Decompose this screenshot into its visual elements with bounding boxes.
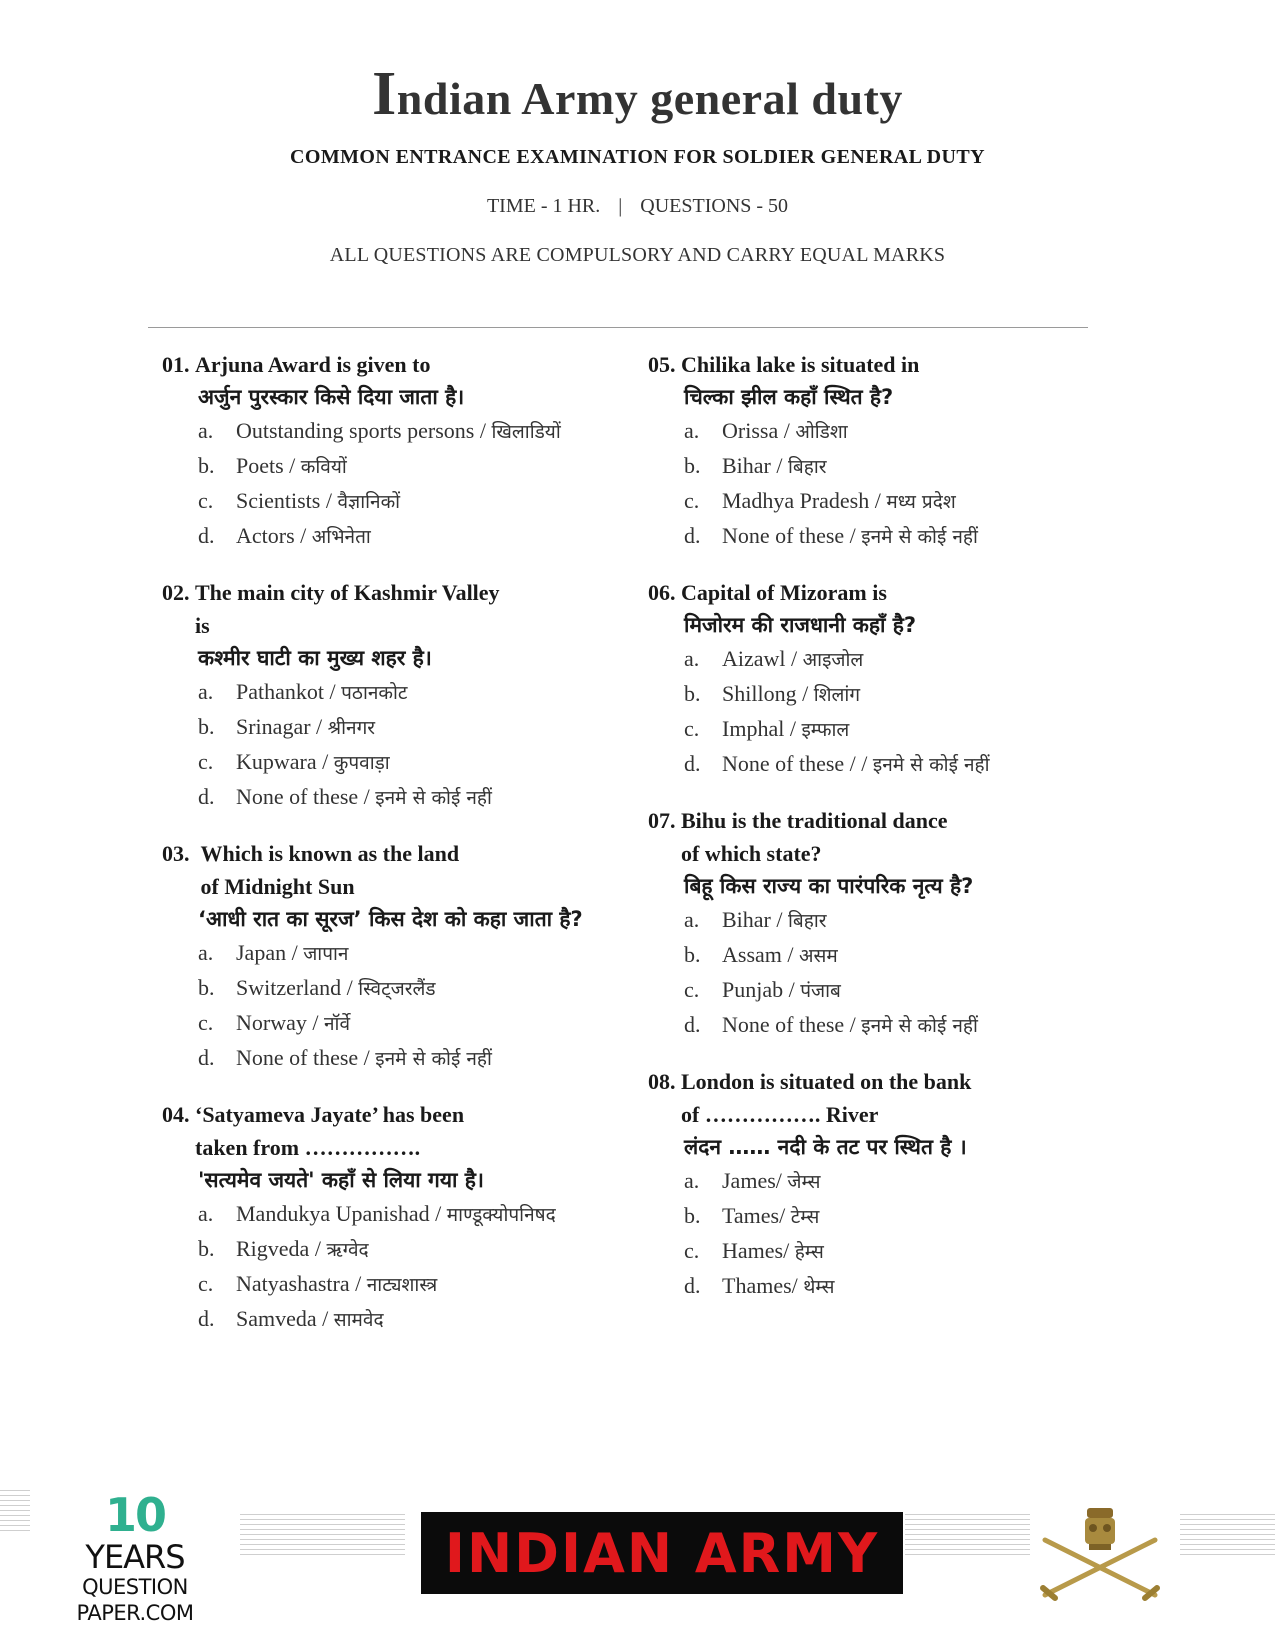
option-hindi: इनमे से कोई नहीं xyxy=(872,754,990,776)
option-text xyxy=(236,1302,384,1337)
answer-option xyxy=(648,414,1118,449)
question-text xyxy=(648,576,1118,609)
option-letter: b. xyxy=(198,453,215,478)
option-letter: c. xyxy=(198,749,214,774)
option-english: None of these / xyxy=(722,523,862,548)
option-letter: c. xyxy=(684,1238,700,1263)
option-hindi: खिलाडियों xyxy=(491,421,561,443)
option-english: Kupwara / xyxy=(236,749,334,774)
option-hindi: असम xyxy=(799,945,838,967)
right-question-column xyxy=(648,348,1118,1326)
option-text xyxy=(722,1164,821,1199)
option-letter: b. xyxy=(684,453,701,478)
option-text xyxy=(722,449,827,484)
answer-option xyxy=(162,519,632,554)
left-question-column xyxy=(162,348,632,1359)
option-hindi: नाट्यशास्त्र xyxy=(366,1274,438,1296)
option-letter: a. xyxy=(684,907,700,932)
answer-option xyxy=(162,1267,632,1302)
question-text xyxy=(162,576,632,642)
option-hindi: इनमे से कोई नहीं xyxy=(375,787,492,809)
ten-years-logo xyxy=(30,1490,240,1626)
question-number: 08. xyxy=(648,1069,681,1094)
answer-option xyxy=(162,414,632,449)
option-english: None of these / xyxy=(236,784,376,809)
exam-meta xyxy=(0,195,1275,218)
option-text xyxy=(722,677,860,712)
option-letter: b. xyxy=(684,1203,701,1228)
option-hindi: वैज्ञानिकों xyxy=(337,491,401,513)
option-text xyxy=(722,938,838,973)
option-english: Punjab / xyxy=(722,977,801,1002)
answer-option xyxy=(162,1006,632,1041)
question-item xyxy=(162,837,632,1076)
option-text xyxy=(236,1041,492,1076)
option-hindi: कवियों xyxy=(300,456,347,478)
question-number: 07. xyxy=(648,808,681,833)
page-footer xyxy=(0,1488,1275,1625)
question-hindi: चिल्का झील कहाँ स्थित है? xyxy=(684,385,894,409)
option-text xyxy=(722,903,827,938)
answer-option xyxy=(648,1164,1118,1199)
answer-option xyxy=(162,675,632,710)
question-number: 03. xyxy=(162,841,201,866)
option-text xyxy=(236,675,408,710)
option-hindi: हेम्स xyxy=(794,1241,824,1263)
option-hindi: बिहार xyxy=(788,910,827,932)
answer-option xyxy=(648,938,1118,973)
option-english: Madhya Pradesh / xyxy=(722,488,887,513)
option-text xyxy=(722,712,849,747)
footer-stripes-mid-right xyxy=(905,1514,1030,1558)
option-hindi: इनमे से कोई नहीं xyxy=(375,1048,492,1070)
footer-stripes-right xyxy=(1180,1514,1275,1558)
option-hindi: सामवेद xyxy=(333,1309,384,1331)
option-english: Shillong / xyxy=(722,681,814,706)
option-text xyxy=(722,484,956,519)
option-english: Thames/ xyxy=(722,1273,804,1298)
option-hindi: ओडिशा xyxy=(795,421,848,443)
answer-option xyxy=(648,1008,1118,1043)
option-letter: d. xyxy=(198,784,215,809)
option-text xyxy=(722,1008,978,1043)
question-number: 05. xyxy=(648,352,681,377)
question-english: Capital of Mizoram is xyxy=(681,580,887,605)
option-text xyxy=(236,710,375,745)
option-english: Actors / xyxy=(236,523,312,548)
option-letter: c. xyxy=(684,716,700,741)
option-letter: a. xyxy=(684,646,700,671)
option-english: Hames/ xyxy=(722,1238,795,1263)
page-header xyxy=(0,60,1275,267)
option-english: Outstanding sports persons / xyxy=(236,418,492,443)
answer-option xyxy=(162,449,632,484)
title-rest: ndian Army general duty xyxy=(396,73,903,124)
answer-option xyxy=(648,1269,1118,1304)
answer-option xyxy=(648,903,1118,938)
question-hindi: लंदन …… नदी के तट पर स्थित है । xyxy=(684,1135,967,1159)
option-english: Imphal / xyxy=(722,716,802,741)
question-english: London is situated on the bank of ……………. River xyxy=(681,1069,972,1127)
question-count: QUESTIONS - 50 xyxy=(640,195,789,218)
option-hindi: जेम्स xyxy=(787,1171,821,1193)
option-letter: d. xyxy=(198,1045,215,1070)
logo-number: 10 xyxy=(104,1488,165,1542)
option-text xyxy=(236,1006,350,1041)
option-letter: b. xyxy=(684,681,701,706)
option-hindi: पंजाब xyxy=(800,980,841,1002)
option-letter: d. xyxy=(684,523,701,548)
question-english: Bihu is the traditional dance of which state? xyxy=(681,808,948,866)
question-hindi: मिजोरम की राजधानी कहाँ है? xyxy=(684,613,917,637)
option-hindi: थेम्स xyxy=(803,1276,835,1298)
option-english: Tames/ xyxy=(722,1203,791,1228)
option-english: Orissa / xyxy=(722,418,796,443)
option-english: James/ xyxy=(722,1168,788,1193)
question-number: 02. xyxy=(162,580,195,605)
question-item xyxy=(648,576,1118,782)
option-text xyxy=(722,642,863,677)
option-text xyxy=(722,519,978,554)
option-english: Natyashastra / xyxy=(236,1271,367,1296)
option-letter: b. xyxy=(684,942,701,967)
question-english: Chilika lake is situated in xyxy=(681,352,920,377)
option-hindi: स्विट्जरलैंड xyxy=(358,978,436,1000)
option-text xyxy=(236,414,561,449)
option-english: Mandukya Upanishad / xyxy=(236,1201,447,1226)
option-text xyxy=(722,1234,824,1269)
option-letter: b. xyxy=(198,1236,215,1261)
option-text xyxy=(236,780,492,815)
option-letter: c. xyxy=(198,1271,214,1296)
option-text xyxy=(236,745,390,780)
question-text xyxy=(162,837,632,903)
logo-years: YEARS xyxy=(85,1538,185,1576)
option-hindi: ऋग्वेद xyxy=(326,1239,369,1261)
option-text xyxy=(236,971,436,1006)
question-number: 06. xyxy=(648,580,681,605)
answer-option xyxy=(162,1302,632,1337)
option-letter: a. xyxy=(198,679,214,704)
answer-option xyxy=(648,712,1118,747)
exam-time: TIME - 1 HR. xyxy=(486,195,601,218)
footer-stripes-mid-left xyxy=(240,1514,405,1558)
question-english: Which is known as the land of Midnight Sun xyxy=(200,841,460,899)
question-text xyxy=(648,348,1118,381)
question-english: ‘Satyameva Jayate’ has been taken from ……………. xyxy=(195,1102,465,1160)
meta-separator: | xyxy=(618,195,623,218)
option-letter: b. xyxy=(198,714,215,739)
question-number: 04. xyxy=(162,1102,195,1127)
option-text xyxy=(722,973,841,1008)
answer-option xyxy=(162,710,632,745)
question-number: 01. xyxy=(162,352,195,377)
option-hindi: अभिनेता xyxy=(311,526,371,548)
question-item xyxy=(648,348,1118,554)
page-title xyxy=(0,60,1275,128)
answer-option xyxy=(648,1234,1118,1269)
option-letter: d. xyxy=(684,1273,701,1298)
option-letter: d. xyxy=(684,751,701,776)
question-text xyxy=(162,348,632,381)
title-initial: I xyxy=(372,60,397,128)
option-english: Rigveda / xyxy=(236,1236,327,1261)
question-hindi: कश्मीर घाटी का मुख्य शहर है। xyxy=(198,646,432,670)
option-letter: d. xyxy=(198,523,215,548)
question-text xyxy=(162,1098,632,1164)
answer-option xyxy=(162,936,632,971)
answer-option xyxy=(648,484,1118,519)
question-item xyxy=(648,804,1118,1043)
option-text xyxy=(722,414,848,449)
option-text xyxy=(236,936,348,971)
option-english: None of these / xyxy=(236,1045,376,1070)
option-english: Samveda / xyxy=(236,1306,334,1331)
option-hindi: कुपवाड़ा xyxy=(333,752,390,774)
option-letter: c. xyxy=(198,1010,214,1035)
answer-option xyxy=(648,519,1118,554)
option-text xyxy=(236,1267,437,1302)
option-letter: a. xyxy=(198,418,214,443)
answer-option xyxy=(648,449,1118,484)
option-hindi: शिलांग xyxy=(813,684,861,706)
option-text xyxy=(236,484,400,519)
option-english: Bihar / xyxy=(722,907,788,932)
option-hindi: टेम्स xyxy=(790,1206,820,1228)
option-english: Japan / xyxy=(236,940,304,965)
answer-option xyxy=(648,677,1118,712)
answer-option xyxy=(648,747,1118,782)
question-hindi: अर्जुन पुरस्कार किसे दिया जाता है। xyxy=(198,385,465,409)
answer-option xyxy=(162,1041,632,1076)
option-hindi: जापान xyxy=(303,943,349,965)
option-text xyxy=(722,747,990,782)
question-hindi: बिहू किस राज्य का पारंपरिक नृत्य है? xyxy=(684,874,974,898)
exam-subtitle: COMMON ENTRANCE EXAMINATION FOR SOLDIER GENERAL DUTY xyxy=(290,146,985,169)
question-english: The main city of Kashmir Valley is xyxy=(195,580,500,638)
option-english: None of these / / xyxy=(722,751,873,776)
answer-option xyxy=(162,484,632,519)
option-hindi: श्रीनगर xyxy=(327,717,376,739)
option-letter: b. xyxy=(198,975,215,1000)
logo-site: QUESTION PAPER.COM xyxy=(76,1575,194,1625)
option-hindi: मध्य प्रदेश xyxy=(886,491,956,513)
option-english: Scientists / xyxy=(236,488,338,513)
option-english: Norway / xyxy=(236,1010,324,1035)
option-letter: a. xyxy=(198,940,214,965)
answer-option xyxy=(162,1232,632,1267)
question-item xyxy=(648,1065,1118,1304)
option-letter: d. xyxy=(198,1306,215,1331)
banner-text: INDIAN ARMY xyxy=(444,1521,880,1585)
option-text xyxy=(722,1269,834,1304)
option-letter: a. xyxy=(684,1168,700,1193)
answer-option xyxy=(162,745,632,780)
question-text xyxy=(648,804,1118,870)
option-hindi: इम्फाल xyxy=(801,719,850,741)
option-english: Aizawl / xyxy=(722,646,803,671)
army-emblem-crossed-swords-icon xyxy=(1035,1500,1165,1610)
question-english: Arjuna Award is given to xyxy=(195,352,431,377)
option-letter: c. xyxy=(198,488,214,513)
option-letter: a. xyxy=(198,1201,214,1226)
answer-option xyxy=(162,780,632,815)
option-english: Poets / xyxy=(236,453,301,478)
option-english: Srinagar / xyxy=(236,714,328,739)
question-item xyxy=(162,576,632,815)
option-text xyxy=(236,1232,369,1267)
answer-option xyxy=(648,973,1118,1008)
question-item xyxy=(162,348,632,554)
option-hindi: इनमे से कोई नहीं xyxy=(861,1015,978,1037)
option-english: Switzerland / xyxy=(236,975,359,1000)
question-text xyxy=(648,1065,1118,1131)
option-english: Assam / xyxy=(722,942,799,967)
option-hindi: पठानकोट xyxy=(341,682,408,704)
question-item xyxy=(162,1098,632,1337)
question-hindi: 'सत्यमेव जयते' कहाँ से लिया गया है। xyxy=(198,1168,484,1192)
option-letter: c. xyxy=(684,977,700,1002)
option-hindi: आइजोल xyxy=(802,649,864,671)
option-text xyxy=(236,449,347,484)
answer-option xyxy=(648,642,1118,677)
question-hindi: ‘आधी रात का सूरज’ किस देश को कहा जाता है? xyxy=(198,907,583,931)
option-english: Bihar / xyxy=(722,453,788,478)
footer-stripes-left xyxy=(0,1490,30,1534)
header-divider xyxy=(148,327,1088,328)
answer-option xyxy=(162,971,632,1006)
option-english: None of these / xyxy=(722,1012,862,1037)
option-hindi: नॉर्वे xyxy=(323,1013,351,1035)
option-letter: d. xyxy=(684,1012,701,1037)
option-hindi: इनमे से कोई नहीं xyxy=(861,526,978,548)
option-text xyxy=(236,519,371,554)
option-letter: c. xyxy=(684,488,700,513)
option-english: Pathankot / xyxy=(236,679,342,704)
indian-army-banner xyxy=(421,1512,903,1594)
answer-option xyxy=(162,1197,632,1232)
option-hindi: बिहार xyxy=(788,456,827,478)
exam-instructions: ALL QUESTIONS ARE COMPULSORY AND CARRY EQUAL MARKS xyxy=(329,244,946,267)
answer-option xyxy=(648,1199,1118,1234)
option-text xyxy=(236,1197,556,1232)
option-letter: a. xyxy=(684,418,700,443)
option-hindi: माण्डूक्योपनिषद xyxy=(446,1204,556,1226)
option-text xyxy=(722,1199,819,1234)
